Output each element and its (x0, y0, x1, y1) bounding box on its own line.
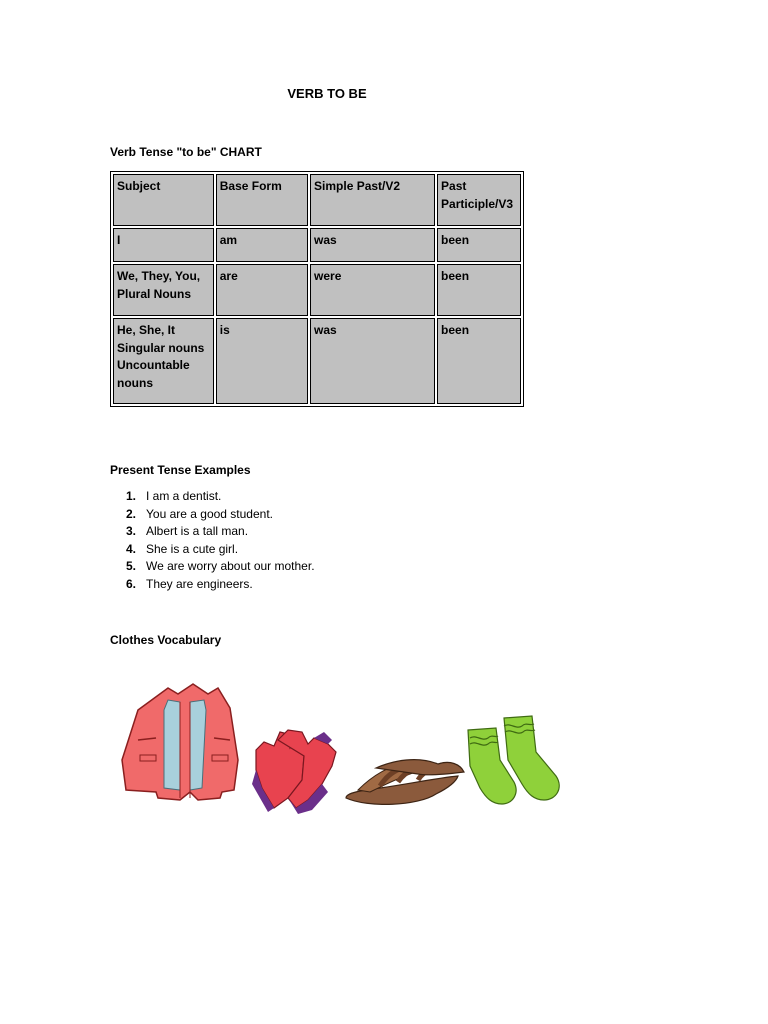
list-item (110, 558, 315, 576)
list-text: Albert is a tall man. (146, 524, 249, 539)
list-text: She is a cute girl. (146, 541, 239, 556)
table-cell: We, They, You, Plural Nouns (113, 264, 214, 316)
table-cell: are (216, 264, 308, 316)
table-cell: were (310, 264, 435, 316)
table-row (113, 228, 521, 262)
list-item (110, 576, 315, 594)
vocab-heading: Clothes Vocabulary (110, 633, 222, 647)
table-cell: He, She, It Singular nouns Uncountable nouns (113, 318, 214, 404)
list-item (110, 541, 315, 559)
examples-list (110, 488, 315, 594)
table-header-cell: Base Form (216, 174, 308, 226)
table-header-cell: Simple Past/V2 (310, 174, 435, 226)
list-number: 2. (125, 506, 136, 521)
document-title: VERB TO BE (287, 86, 367, 101)
verb-tense-table (110, 171, 524, 407)
socks-icon (468, 716, 559, 804)
list-number: 3. (125, 524, 136, 539)
list-number: 5. (125, 559, 136, 574)
list-item (110, 523, 315, 541)
table-header-cell: Past Participle/V3 (437, 174, 521, 226)
list-item (110, 506, 315, 524)
table-cell: was (310, 228, 435, 262)
table-cell: was (310, 318, 435, 404)
table-row (113, 264, 521, 316)
list-number: 1. (125, 489, 136, 503)
table-header-cell: Subject (113, 174, 214, 226)
table-row (113, 318, 521, 404)
clothes-illustrations (118, 680, 578, 825)
list-text: We are worry about our mother. (146, 559, 315, 574)
gloves-icon (252, 730, 336, 814)
list-text: They are engineers. (146, 576, 253, 591)
chart-heading: Verb Tense "to be" CHART (110, 145, 262, 159)
table-cell: I (113, 228, 214, 262)
list-item (110, 488, 315, 506)
examples-heading: Present Tense Examples (110, 463, 251, 477)
jacket-icon (122, 684, 238, 800)
table-cell: is (216, 318, 308, 404)
sandals-icon (346, 760, 464, 805)
list-number: 4. (125, 541, 136, 556)
table-cell: am (216, 228, 308, 262)
table-header-row (113, 174, 521, 226)
table-cell: been (437, 264, 521, 316)
list-text: You are a good student. (146, 506, 273, 521)
table-cell: been (437, 228, 521, 262)
list-text: I am a dentist. (146, 489, 222, 503)
list-number: 6. (125, 576, 136, 591)
table-cell: been (437, 318, 521, 404)
